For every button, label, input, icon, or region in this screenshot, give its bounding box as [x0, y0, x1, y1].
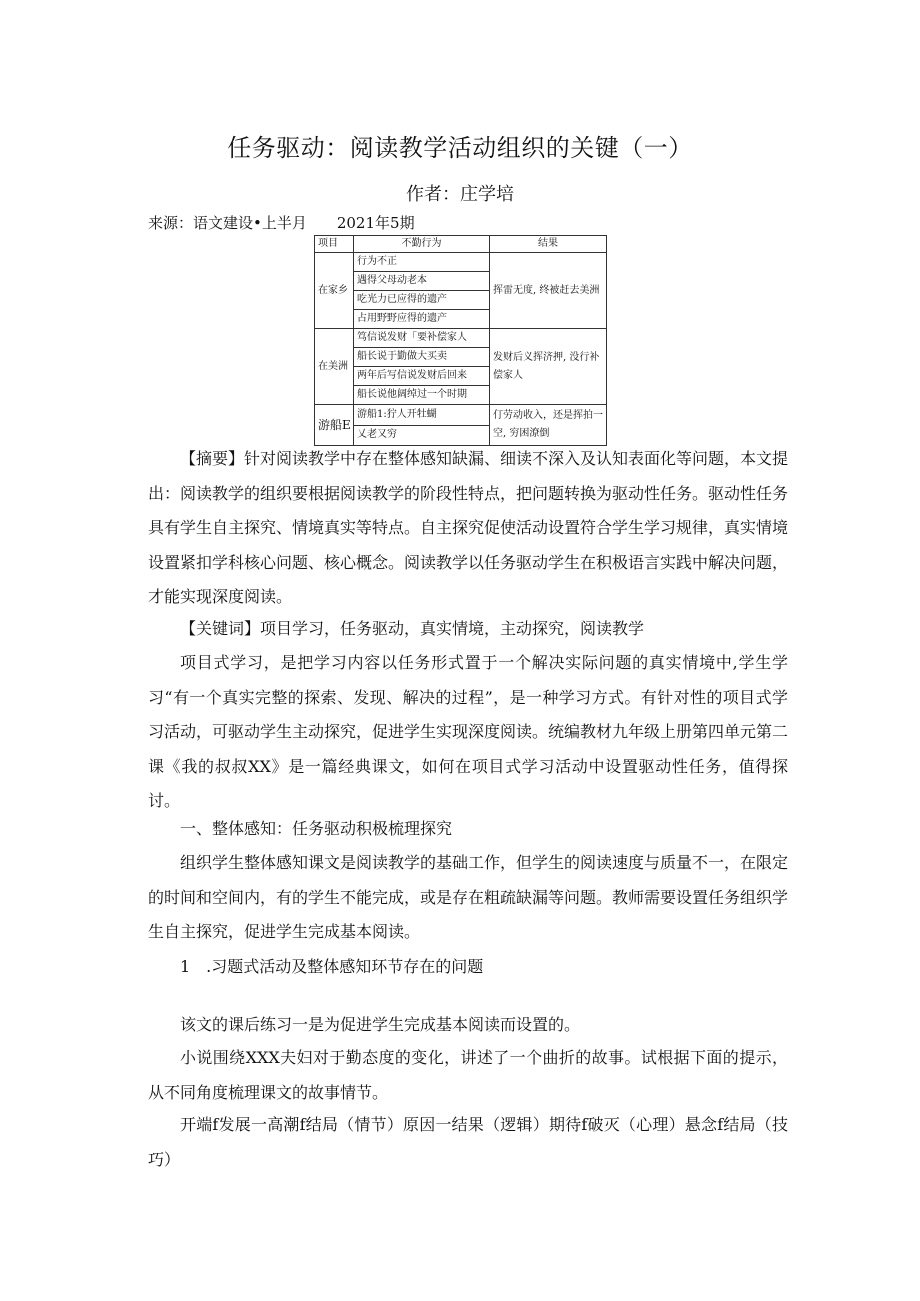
- hints-paragraph: 开端f发展一高潮f结局（情节）原因一结果（逻辑）期待f破灭（心理）悬念f结局（技巧）: [148, 1115, 788, 1169]
- group-result: 挥雷无度, 终被赶去美洲: [490, 253, 607, 329]
- table-cell: 吃光力已应得的遗产: [354, 291, 490, 310]
- table-row: [315, 329, 607, 348]
- intro-paragraph: 项目式学习，是把学习内容以任务形式置于一个解决实际问题的真实情境中,学生学习“有一个真实完整的探索、发现、解决的过程”，是一种学习方式。有针对性的项目式学习活动，可驱动学生主动探究，促进学生实现深度阅读。统编教材九年级上册第四单元第二课《我的叔叔XX》是一篇经典课文，如何在项目式学习活动中设置驱动性任务，值得探讨。: [148, 653, 789, 810]
- exercise-paragraph: 该文的课后练习一是为促进学生完成基本阅读而设置的。: [180, 1015, 581, 1034]
- author-line: 作者：庄学培: [406, 184, 514, 205]
- section-heading: 一、整体感知：任务驱动积极梳理探究: [180, 819, 453, 838]
- group-result: 发财后义挥济押, 没行补偿家人: [490, 329, 607, 405]
- story-paragraph: 小说围绕XXX夫妇对于勤态度的变化，讲述了一个曲折的故事。试根据下面的提示，从不同角度梳理课文的故事情节。: [148, 1048, 788, 1102]
- table-header: 结果: [490, 236, 607, 253]
- table-cell: 两年后写信说发财后回来: [354, 367, 490, 386]
- source-line: 来源：语文建设•上半月 2021年5期: [148, 214, 415, 232]
- section-paragraph: 组织学生整体感知课文是阅读教学的基础工作，但学生的阅读速度与质量不一，在限定的时间和空间内，有的学生不能完成，或是存在粗疏缺漏等问题。教师需要设置任务组织学生自主探究，促进学生完成基本阅读。: [148, 853, 789, 941]
- table-header-row: [315, 236, 607, 253]
- group-label: 在家乡: [315, 253, 354, 329]
- table-cell: 行为不正: [354, 253, 490, 272]
- table-header: 项目: [315, 236, 354, 253]
- keywords-paragraph: 【关键词】项目学习，任务驱动，真实情境，主动探究，阅读教学: [180, 619, 645, 638]
- group-result: 仃劳动收入，还是挥拍一空, 穷困潦倒: [490, 405, 607, 446]
- table-cell: 乂老又穷: [354, 425, 490, 446]
- behavior-table: [314, 235, 607, 446]
- table-cell: 遇得父母动老本: [354, 272, 490, 291]
- table-cell: 占用野野应得的遗产: [354, 310, 490, 329]
- table-row: [315, 253, 607, 272]
- group-label: 在美洲: [315, 329, 354, 405]
- table-cell: 笃信说发财「要补偿家人: [354, 329, 490, 348]
- table-header: 不勤行为: [354, 236, 490, 253]
- table-cell: 船长说他阔绰过一个时期: [354, 386, 490, 405]
- group-label: 游船E: [315, 405, 354, 446]
- abstract-paragraph: 【摘要】针对阅读教学中存在整体感知缺漏、细读不深入及认知表面化等问题，本文提出：阅读教学的组织要根据阅读教学的阶段性特点，把问题转换为驱动性任务。驱动性任务具有学生自主探究、情境真实等特点。自主探究促使活动设置符合学生学习规律，真实情境设置紧扣学科核心问题、核心概念。阅读教学以任务驱动学生在积极语言实践中解决问题，才能实现深度阅读。: [148, 449, 789, 606]
- article-title: 任务驱动：阅读教学活动组织的关键（一）: [227, 134, 693, 162]
- subsection-heading: 1 .习题式活动及整体感知环节存在的问题: [180, 957, 484, 976]
- table-cell: 船长说于勤做大买卖: [354, 348, 490, 367]
- table-cell: 游船1:狞人开牡蝴: [354, 405, 490, 426]
- table-row: [315, 405, 607, 426]
